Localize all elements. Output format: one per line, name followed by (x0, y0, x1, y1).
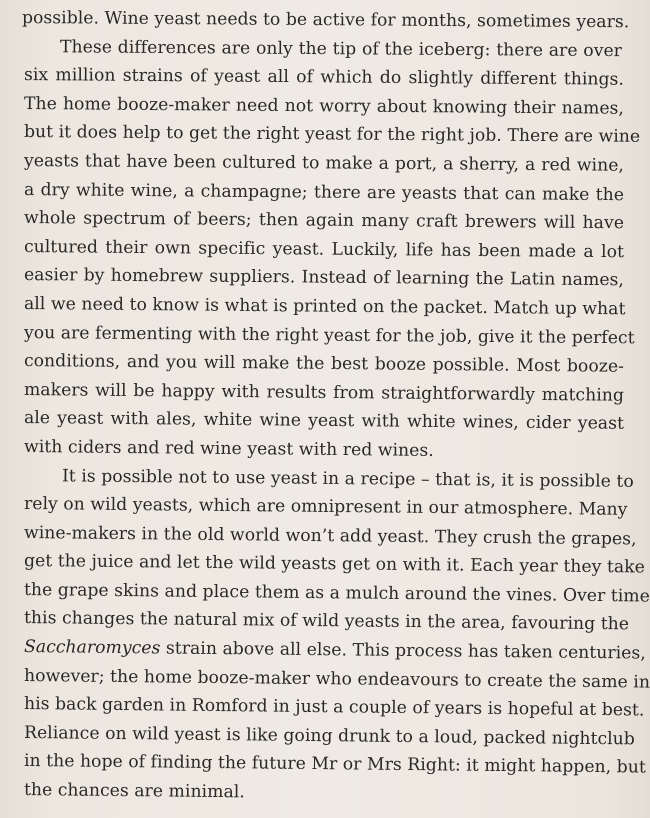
text-line: The home booze-maker need not worry about knowing their names, (23, 93, 625, 119)
text-line: whole spectrum of beers; then again many craft brewers will have (23, 208, 625, 234)
text-line: easier by homebrew suppliers. Instead of learning the Latin names, (23, 265, 625, 291)
text-line: however; the home booze-maker who endeavours to create the same in (23, 665, 650, 693)
text-line: a dry white wine, a champagne; there are yeasts that can make the (23, 179, 625, 205)
text-line-rest: strain above all else. This process has taken centuries, (160, 638, 646, 664)
text-line: ale yeast with ales, white wine yeast with white wines, cider yeast (23, 408, 625, 435)
text-line: possible. Wine yeast needs to be active for months, sometimes years. (21, 8, 630, 33)
text-line: this changes the natural mix of wild yeasts in the area, favouring the (23, 608, 630, 635)
text-line: the grape skins and place them as a mulch around the vines. Over time (23, 579, 650, 607)
text-line: conditions, and you will make the best booze possible. Most booze- (23, 351, 625, 377)
text-line: These differences are only the tip of the iceberg: there are over (59, 36, 623, 61)
body-text (21, 4, 650, 805)
text-line: his back garden in Romford in just a couple of years is hopeful at best. (23, 694, 645, 721)
text-line: all we need to know is what is printed on the packet. Match up what (23, 293, 626, 320)
text-line: It is possible not to use yeast in a recipe – that is, it is possible to (61, 465, 634, 492)
text-line: but it does help to get the right yeast for the right job. There are wine (23, 122, 641, 148)
text-line: rely on wild yeasts, which are omnipresent in our atmosphere. Many (23, 494, 628, 520)
text-line: you are fermenting with the right yeast for the job, give it the perfect (23, 322, 635, 348)
text-line: the chances are minimal. (23, 780, 245, 803)
text-line: cultured their own specific yeast. Luckily, life has been made a lot (23, 236, 625, 262)
text-line: Reliance on wild yeast is like going drunk to a loud, packed nightclub (23, 722, 636, 750)
text-line: with ciders and red wine yeast with red wines. (23, 436, 434, 461)
text-line: get the juice and let the wild yeasts get on with it. Each year they take (23, 551, 646, 578)
text-line: makers will be happy with results from straightforwardly matching (23, 379, 625, 406)
text-line: yeasts that have been cultured to make a port, a sherry, a red wine, (23, 150, 625, 176)
italic-term: Saccharomyces (23, 637, 161, 659)
text-line: in the hope of finding the future Mr or Mrs Right: it might happen, but (23, 751, 646, 778)
text-line: six million strains of yeast all of which do slightly different things. (23, 65, 625, 90)
text-line: wine-makers in the old world won’t add yeast. They crush the grapes, (23, 522, 637, 550)
